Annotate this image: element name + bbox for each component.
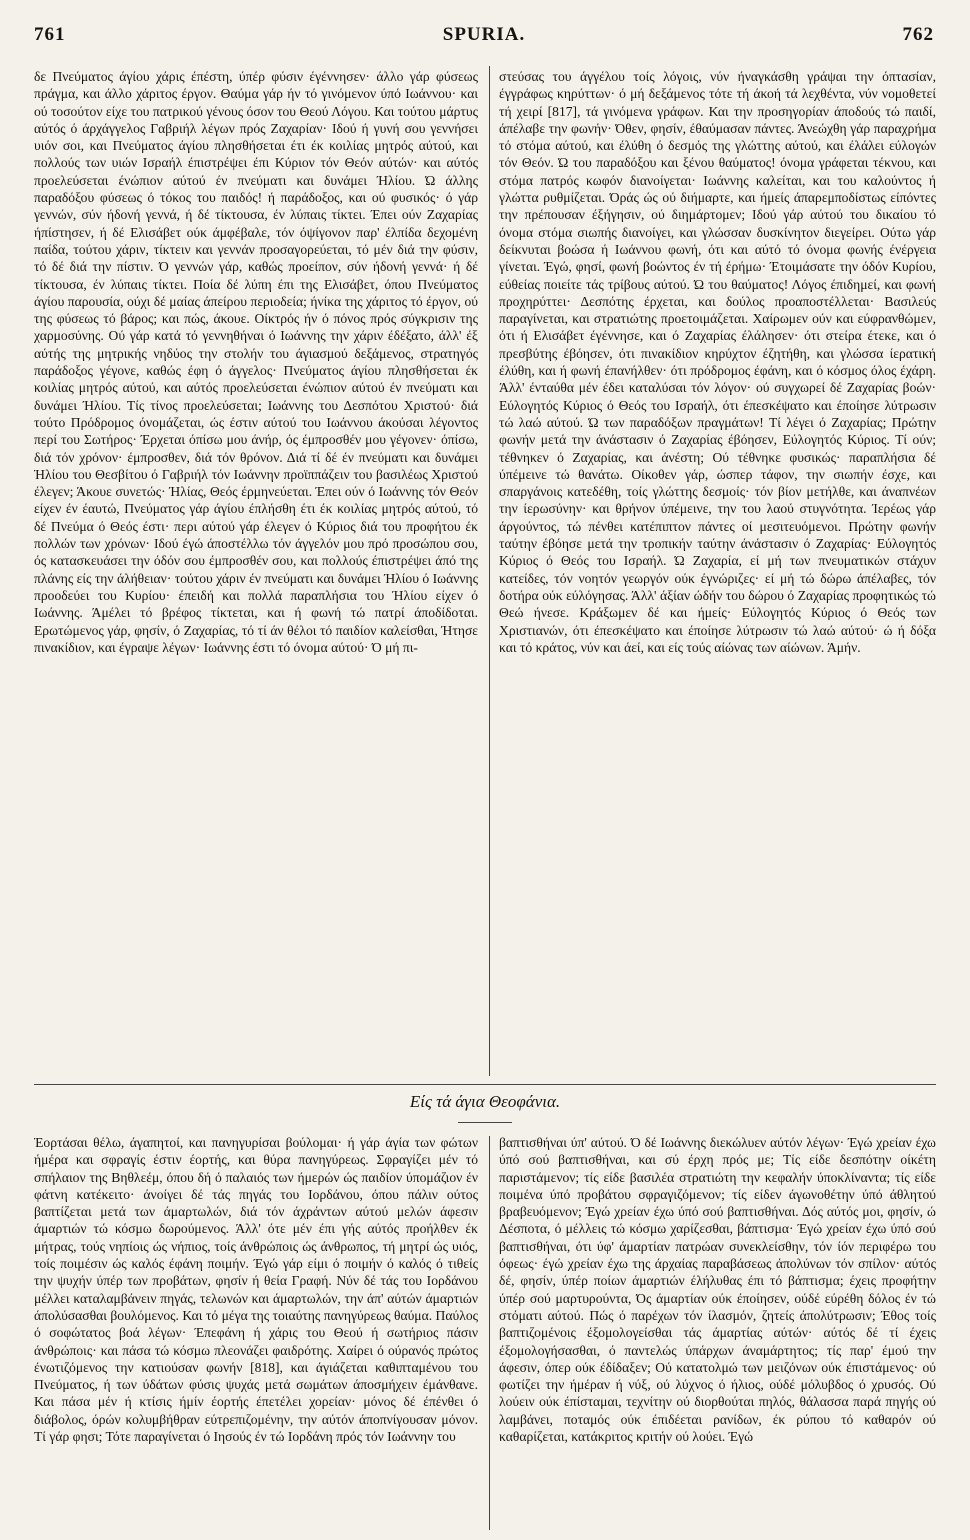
column-divider-upper xyxy=(489,66,490,1076)
page-number-left: 761 xyxy=(34,24,66,45)
upper-right-column xyxy=(499,68,936,1072)
upper-right-text: στεύσας του άγγέλου τοίς λόγοις, νύν ήναγκάσθη γράψαι την όπτασίαν, έγγράφως κηρύττων· ό μή δεξάμενος τότε τή άκοή τά λεχθέντα, νύν νομοθετεί τή χειρί [817], τά γινόμενα γράφων. Και την προσηγορίαν άποδούς τώ παιδί, άπέλαβε την φωνήν· Όθεν, φησίν, έθαύμασαν πάντες. Άνεώχθη γάρ παραχρήμα τό στόμα αύτού, και έλύθη ό δεσμός της γλώττης αύτού, και έλάλει εύλογών τόν Θεόν. Ώ του παραδόξου και ξένου θαύματος! όνομα γράφεται τέκνου, και στόμα πατρός κωφόν διανοίγεται· Ιωάννης καλείται, και του καλούντος ή γλώττα ρυθμίζεται. Όράς ώς ού διήμαρτε, και ήμείς άπαρεμποδίστως είπόντες την πρέπουσαν έξήγησιν, ού διημάρτομεν; Ιδού γάρ αύτού του δικαίου τό όνομα στόμα σιωπής διανοίγει, και γλώσσαν δυσκίνητον διεγείρει. Ούτω γάρ δείκνυται βοώσα ή Ιωάννου φωνή, ότι και αύτό τό όνομα φωνής ένέργεια γίνεται. Έγώ, φησί, φωνή βοώντος έν τή έρήμω· Έτοιμάσατε την όδόν Κυρίου, εύθείας ποιείτε τάς τρίβους αύτού. Ώ του θαύματος! Λόγος έπιδημεί, και φωνή προχηρύττει· Δεσπότης έρχεται, και δούλος προαποστέλλεται· Βασιλεύς παραγίνεται, και στρατιώτης προετοιμάζεται. Χαίρωμεν ούν και εύφρανθώμεν, ότι ή Ελισάβετ έγέννησε, και ό Ζαχαρίας έλάλησεν· ότι στείρα έτεκε, και ό πρεσβύτης έβόησεν, ότι πινακίδιον κηρύχτον έζητήθη, και γλώσσα ίερατική έλύθη, και ή φωνή έπανήλθεν· ότι πρόδρομος έφάνη, και ό κόσμος όλος έχάρη. Άλλ' ένταύθα μέν έδει καταλύσαι τόν λόγον· ού συγχωρεί δέ Ζαχαρίας βοών· Εύλογητός Κύριος ό Θεός του Ισραήλ, ότι έπεσκέψατο και έποίησε λύτρωσιν τώ λαώ αύτού. Ώ των παραδόξων πραγμάτων! Τί λέγει ό Ζαχαρίας; Πρώτην φωνήν μετά την άνάστασιν ό Ζαχαρίας έβόησεν, Εύλογητός Κύριος. Τί ούν; τέθνηκεν ό Ζαχαρίας, και άνέστη; Ού τέθνηκε φυσικώς· παραπλήσια δέ ύπέμεινε τώ θανάτω. Οίκοθεν γάρ, ώσπερ τάφον, την σιωπήν έσχε, και σπαργάνοις κατεδέθη, τοίς γλώττης δεσμοίς· τόν βίον μετήλθε, και άναπνέων την ίερωσύνην· και θρήνον ύπέμεινε, την του λαού στυγνότητα. Ίερέως γάρ άργούντος, τώ πένθει κατέπιπτον πάντες οί μεσιτευόμενοι. Πρώτην φωνήν ταύτην έβόησε μετά την τροπικήν ταύτην άνάστασιν ό Ζαχαρίας· Εύλογητός Κύριος ό Θεός του Ισραήλ. Ώ Ζαχαρία, εί μή των πνευματικών στάχυν κατείδες, τόν νοητόν γεωργόν ούκ έγνώριζες· εί μή τώ δώρω άπέλαβες, τόν δοτήρα ούκ εύλόγησας. Άλλ' άξίαν ώδήν του δώρου ό Ζαχαρίας προφητικώς τώ Θεώ ήνεσε. Κράξωμεν δέ και ήμείς· Εύλογητός Κύριος ό Θεός των Χριστιανών, ότι έπεσκέψατο και έποίησε λύτρωσιν τώ λαώ αύτού· ώ ή δόξα και τό κράτος, νύν και άεί, και είς τούς αίώνας των αίώνων. Άμήν. xyxy=(499,69,936,655)
column-divider-lower xyxy=(489,1136,490,1530)
lower-right-column xyxy=(499,1134,936,1532)
lower-left-column xyxy=(34,1134,478,1532)
lower-right-text: βαπτισθήναι ύπ' αύτού. Ό δέ Ιωάννης διεκώλυεν αύτόν λέγων· Έγώ χρείαν έχω ύπό σού βαπτισθήναι, και σύ έρχη πρός με; Τίς είδε δεσπότην οίκέτη παριστάμενον; τίς είδε βασιλέα στρατιώτη την κεφαλήν ύποκλίναντα; τίς είδε ποιμένα ύπό προβάτου σφραγιζόμενον; τίς είδεν άγωνοθέτην ύπό άθλητού βραβευόμενον; Έγώ χρείαν έχω ύπό σού βαπτισθήναι. Δός αύτός μοι, φησίν, ώ Δέσποτα, ό μέλλεις τώ κόσμω χαρίζεσθαι, βάπτισμα· Έγώ χρείαν έχω ύπό σού βαπτισθήναι, ότι ύφ' άμαρτίαν πατρώαν συνεκλείσθην, τόν ίόν περιφέρω του όφεως· έγώ χρείαν έχω της άρχαίας παραβάσεως άπολύνων τόν σπίλον· αύτός δέ, φησίν, ύπέρ ποίων άμαρτιών έλήλυθας έπι τό βάπτισμα; έχεις προφήτην ύπέρ σού μαρτυρούντα, Ός άμαρτίαν ούκ έποίησεν, ούδέ εύρέθη δόλος έν τώ στόματι αύτού. Πώς ό παρέχων τόν ίλασμόν, ζητείς άπολύτρωσιν; Έθος τοίς βαπτιζομένοις έξομολογείσθαι τάς άμαρτίας αύτών· αύτός δέ τί έχεις έξομολογήσασθαι, ό παντελώς ύπάρχων άναμάρτητος; τίς παρ' έμού την άφεσιν, όπερ ούκ έδίδαξεν; Ού κατατολμώ των μειζόνων ούκ έπιστάμενος· ού φωτίζει την ήμέραν ή νύξ, ού λύχνος ό ήλιος, ούδέ μόλυβδος ό χρυσός. Ού λούειν ούκ έπίσταμαι, τεχνίτην ού διορθούται πηλός, θάλασσα παρά πηγής ού λαμβάνει, ποταμός ούκ έπιδέεται ρανίδων, έκ ρύπου τό καθαρόν ού καθαρίζεται, κατάκριτος κριτήν ού λούει. Έγώ xyxy=(499,1135,936,1445)
running-title: SPURIA. xyxy=(442,24,526,45)
lower-left-text: Έορτάσαι θέλω, άγαπητοί, και πανηγυρίσαι βούλομαι· ή γάρ άγία των φώτων ήμέρα και σφραγίς έστιν έορτής, και θύρα πανηγύρεως. Σφραγίζει μέν τό σπήλαιον της Βηθλεέμ, όπου δή ό παλαιός των ήμερών ώς παιδίον ύπομάζιον έν φάτνη κατέκειτο· άνοίγει δέ τάς πηγάς του Ιορδάνου, όπου πάλιν ούτος βαπτίζεται μετά των άμαρτωλών, διά τόν άχράντων αύτού μελών άφεσιν άμαρτιών τώ κόσμω δωρούμενος. Άλλ' ότε μέν έπι γής αύτός προήλθεν έκ μήτρας, τούς νηπίοις ώς νήπιος, τοίς άνθρώποις ώς άνθρωπος, τή μητρί ώς υιός, τοίς ποιμέσιν ώς καλός έφάνη ποιμήν. Έγώ γάρ είμι ό ποιμήν ό καλός ό τιθείς την ψυχήν ύπέρ των προβάτων, φησίν ή θεία Γραφή. Νύν δέ τάς του Ιορδάνου μέλλει καταλαμβάνειν πηγάς, τελωνών και άμαρτωλών, την άπ' αύτών άμαρτιών άπολύσασθαι βουλόμενος. Και τό μέγα της τοιαύτης πανηγύρεως θαύμα. Παύλος ό σοφώτατος βοά λέγων· Έπεφάνη ή χάρις του Θεού ή σωτήριος πάσιν άνθρώποις· και πάσα τώ κόσμω πλεονάζει φαιδρότης. Χαίρει ό ούρανός πρώτος ένωτιζόμενος την κατιούσαν φωνήν [818], και άγιάζεται καθιπταμένου του Πνεύματος, ή των ύδάτων φύσις ψυχάς μετά σωμάτων άποσμήχειν έμάνθανε. Και πάσα μέν ή κτίσις ήμίν έορτής έπετέλει χορείαν· μόνος δέ έπένθει ό διάβολος, όρών κολυμβήθραν εύτρεπιζομένην, την αύτόν άποπνίγουσαν μόνον. Τί γάρ φησι; Τότε παραγίνεται ό Ιησούς έν τώ Ιορδάνη πρός τόν Ιωάννην του xyxy=(34,1135,478,1445)
page-number-right: 762 xyxy=(902,24,934,45)
section-divider xyxy=(34,1084,936,1085)
upper-left-column xyxy=(34,68,478,1072)
section-title: Είς τά άγια Θεοφάνια. xyxy=(409,1092,561,1111)
title-underline xyxy=(458,1122,512,1123)
upper-left-text: δε Πνεύματος άγίου χάρις έπέστη, ύπέρ φύσιν έγέννησεν· άλλο γάρ φύσεως πράγμα, και άλλο χάριτος έργον. Θαύμα γάρ ήν τό γινόμενον ύπό Ιωάννου· και ού τοσούτον είχε του πατρικού γένους όσον του Θεού Λόγου. Και τούτου μάρτυς αύτός ό άρχάγγελος Γαβριήλ λέγων πρός Ζαχαρίαν· Ιδού ή γυνή σου γεννήσει υιόν σοι, και Πνεύματος άγίου πλησθήσεται έτι έκ κοιλίας μητρός αύτού, και πολλούς των υιών Ισραήλ έπιστρέψει έπι Κύριον τόν Θεόν αύτών· και αύτός προελεύσεται ένώπιον αύτού έν πνεύματι και δυνάμει Ήλίου. Ώ άλλης παραδόξου φύσεως ό τόκος του παιδός! ή παράδοξος, και ού φυσικός· ό γάρ γεννών, σύν ήδονή γεννά, ή δέ τίκτουσα, έν λύπαις τίκτει. Έπει ούν Ζαχαρίας ήπίστησεν, ή δέ Ελισάβετ ούκ άμφέβαλε, τόν όψίγονον παρ' έλπίδα δεχομένη παίδα, τούτου χάριν, τίκτειν και γεννάν προσαγορεύεται, τό μέν διά την φύσιν, τό δέ διά την πίστιν. Ό γεννών γάρ, καθώς προείπον, σύν ήδονή γεννά· ή δέ τίκτουσα, έν λύπαις τίκτει. Ποία δέ λύπη έπι της Ελισάβετ, όπου Πνεύματος άγίου παρουσία, ούχι δέ μαίας άπείρου περιοδεία; ήνίκα της χάριτος τό έργον, ού της φύσεως τό βάρος; και πώς, άκουε. Οίκτρός ήν ό πόνος πρός σύγκρισιν της χαρμοσύνης. Ού γάρ κατά τό γεννηθήναι ό Ιωάννης την χάριν έδέξατο, άλλ' έξ αύτής της μητρικής νηδύος την στολήν του άγιασμού δεξάμενος, στρατηγός παράδοξος γέγονε, καθώς έφη ό άγγελος· Πνεύματος άγίου πλησθήσεται έκ κοιλίας μητρός αύτού, και αύτός προελεύσεται ένώπιον αύτού έν πνεύματι και δυνάμει Ήλίου. Τίς τίνος προελεύσεται; Ιωάννης του Δεσπότου Χριστού· διά τούτο Πρόδρομος όνομάζεται, ώς έστιν αύτού του Ιωάννου άκούσαι λέγοντος περί του Σωτήρος· Έρχεται όπίσω μου άνήρ, ός έμπροσθέν μου γέγονεν· όπίσω, διά τόν χρόνον· έμπροσθεν, διά τόν θρόνον. Διά τί δέ έν πνεύματι και δυνάμει Ήλίου του Θεσβίτου ό Γαβριήλ τόν Ιωάννην προϊππάζειν του βασιλέως Χριστού έλεγεν; Άκουε συνετώς· Ήλίας, Θεός έρμηνεύεται. Έπει ούν ό Ιωάννης τόν Θεόν είχεν έν έαυτώ, Πνεύματος γάρ άγίου έπλήσθη έτι έκ κοιλίας μητρός αύτού, τό δέ Πνεύμα ό Θεός έστι· περι αύτού γάρ έλεγεν ό Κύριος διά του προφήτου έκ πολλών των χρόνων· Ιδού έγώ άποστέλλω τόν άγγελόν μου πρό προσώπου σου, ός κατασκευάσει την όδόν σου έμπροσθέν σου, και πολλούς έπιστρέψει άπό της πλάνης είς την άλήθειαν· τούτου χάριν έν πνεύματι και δυνάμει Ήλίου ό Ιωάννης προοδεύει του Κυρίου· έπειδή και πολλά παραπλήσια του Ήλίου είχεν ό Ιωάννης. Άμέλει τό βρέφος τίκτεται, και ή φωνή τώ πατρί άποδίδοται. Ερωτώμενος γάρ, φησίν, ό Ζαχαρίας, τό τί άν θέλοι τό παιδίον καλείσθαι, Ήτησε πινακίδιον, και έγραψε λέγων· Ιωάννης έστι τό όνομα αύτού· Ό μή πι- xyxy=(34,69,478,655)
running-header xyxy=(34,24,934,60)
